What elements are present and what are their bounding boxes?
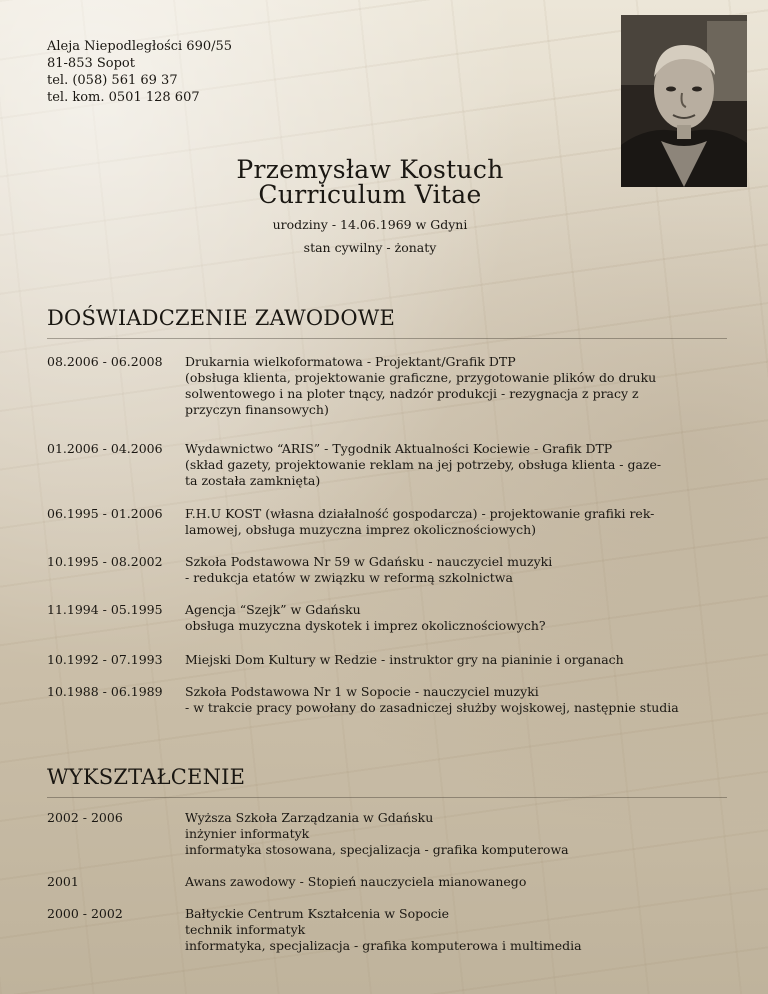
experience-line: Wydawnictwo “ARIS” - Tygodnik Aktualności Kociewie - Grafik DTP xyxy=(185,441,613,456)
experience-item-2 xyxy=(47,441,737,489)
experience-line: solwentowego i na ploter tnący, nadzór produkcji - rezygnacja z pracy z xyxy=(185,386,639,401)
education-dates: 2002 - 2006 xyxy=(47,810,123,825)
experience-line: Miejski Dom Kultury w Redzie - instruktor gry na pianinie i organach xyxy=(185,652,624,667)
experience-line: (obsługa klienta, projektowanie graficzne, przygotowanie plików do druku xyxy=(185,370,657,385)
experience-item-1 xyxy=(47,354,737,418)
education-dates: 2000 - 2002 xyxy=(47,906,123,921)
experience-line: - redukcja etatów w związku w reformą szkolnictwa xyxy=(185,570,513,585)
experience-item-6 xyxy=(47,652,737,668)
experience-heading: DOŚWIADCZENIE ZAWODOWE xyxy=(47,306,396,330)
education-dates: 2001 xyxy=(47,874,79,889)
person-name: Przemysław Kostuch xyxy=(236,155,504,184)
experience-dates: 10.1988 - 06.1989 xyxy=(47,684,163,699)
birth-info: urodziny - 14.06.1969 w Gdyni xyxy=(272,217,468,232)
experience-divider xyxy=(47,338,727,339)
education-divider xyxy=(47,797,727,798)
experience-dates: 11.1994 - 05.1995 xyxy=(47,602,163,617)
experience-line: - w trakcie pracy powołany do zasadniczej służby wojskowej, następnie studia xyxy=(185,700,679,715)
marital-status: stan cywilny - żonaty xyxy=(303,240,437,255)
education-line: Awans zawodowy - Stopień nauczyciela mianowanego xyxy=(185,874,527,889)
education-item-3 xyxy=(47,906,737,954)
address-phone: tel. (058) 561 69 37 xyxy=(47,73,178,88)
experience-line: obsługa muzyczna dyskotek i imprez okolicznościowych? xyxy=(185,618,546,633)
address-city: 81-853 Sopot xyxy=(47,56,135,71)
experience-dates: 08.2006 - 06.2008 xyxy=(47,354,163,369)
education-heading: WYKSZTAŁCENIE xyxy=(47,765,246,789)
experience-line: Agencja “Szejk” w Gdańsku xyxy=(185,602,361,617)
experience-dates: 10.1995 - 08.2002 xyxy=(47,554,163,569)
experience-item-5 xyxy=(47,602,737,634)
address-mobile: tel. kom. 0501 128 607 xyxy=(47,90,200,105)
experience-line: F.H.U KOST (własna działalność gospodarcza) - projektowanie grafiki rek- xyxy=(185,506,655,521)
experience-line: Szkoła Podstawowa Nr 1 w Sopocie - nauczyciel muzyki xyxy=(185,684,539,699)
experience-line: Drukarnia wielkoformatowa - Projektant/Grafik DTP xyxy=(185,354,516,369)
experience-line: Szkoła Podstawowa Nr 59 w Gdańsku - nauczyciel muzyki xyxy=(185,554,553,569)
experience-line: lamowej, obsługa muzyczna imprez okolicznościowych) xyxy=(185,522,537,537)
education-line: informatyka, specjalizacja - grafika komputerowa i multimedia xyxy=(185,938,582,953)
education-line: informatyka stosowana, specjalizacja - grafika komputerowa xyxy=(185,842,569,857)
education-item-1 xyxy=(47,810,737,858)
experience-dates: 10.1992 - 07.1993 xyxy=(47,652,163,667)
education-line: Bałtyckie Centrum Kształcenia w Sopocie xyxy=(185,906,450,921)
education-line: Wyższa Szkoła Zarządzania w Gdańsku xyxy=(185,810,434,825)
experience-item-4 xyxy=(47,554,737,586)
experience-line: przyczyn finansowych) xyxy=(185,402,329,417)
education-line: technik informatyk xyxy=(185,922,306,937)
address-block xyxy=(47,38,232,106)
experience-item-7 xyxy=(47,684,737,716)
address-street: Aleja Niepodległości 690/55 xyxy=(47,39,233,54)
education-line: inżynier informatyk xyxy=(185,826,310,841)
experience-line: (skład gazety, projektowanie reklam na jej potrzeby, obsługa klienta - gaze- xyxy=(185,457,662,472)
experience-dates: 01.2006 - 04.2006 xyxy=(47,441,163,456)
education-item-2 xyxy=(47,874,737,890)
document-title: Curriculum Vitae xyxy=(258,180,482,209)
experience-line: ta została zamknięta) xyxy=(185,473,321,488)
experience-item-3 xyxy=(47,506,737,538)
portrait-photo xyxy=(621,15,747,187)
experience-dates: 06.1995 - 01.2006 xyxy=(47,506,163,521)
